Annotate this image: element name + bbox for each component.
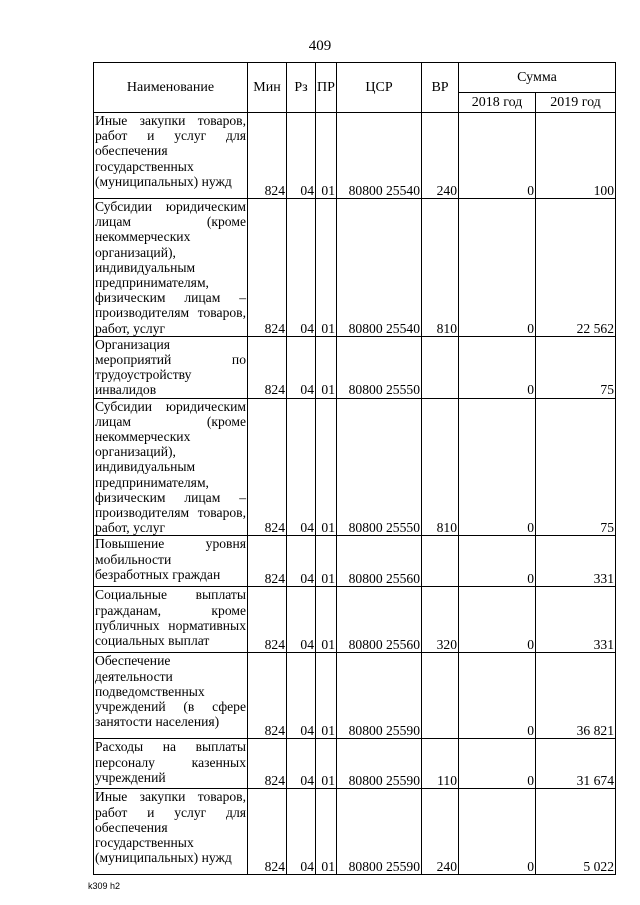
row-name: Субсидии юридическим лицам (кроме некоммерческих организаций), индивидуальным предпринимателям, физическим лицам – производителям товаров, работ, услуг bbox=[95, 398, 246, 536]
row-rz: 04 bbox=[287, 336, 316, 398]
row-2018: 0 bbox=[459, 739, 536, 789]
header-rz: Рз bbox=[287, 63, 316, 113]
row-rz: 04 bbox=[287, 113, 316, 199]
header-2019: 2019 год bbox=[536, 93, 616, 113]
row-min: 824 bbox=[248, 199, 287, 337]
row-pr: 01 bbox=[316, 336, 337, 398]
row-min: 824 bbox=[248, 653, 287, 739]
row-min: 824 bbox=[248, 789, 287, 875]
row-csr: 80800 25550 bbox=[337, 336, 422, 398]
row-rz: 04 bbox=[287, 199, 316, 337]
header-vr: ВР bbox=[422, 63, 459, 113]
row-2019: 75 bbox=[536, 398, 616, 536]
row-pr: 01 bbox=[316, 536, 337, 587]
row-name: Социальные выплаты гражданам, кроме публичных нормативных социальных выплат bbox=[94, 587, 248, 653]
row-name: Организация мероприятий по трудоустройству инвалидов bbox=[95, 336, 246, 398]
row-name: Иные закупки товаров, работ и услуг для обеспечения государственных (муниципальных) нужд bbox=[94, 789, 248, 875]
budget-table bbox=[93, 62, 616, 875]
table-row bbox=[94, 113, 616, 199]
row-2019: 100 bbox=[536, 113, 616, 199]
header-pr: ПР bbox=[316, 63, 337, 113]
header-name: Наименование bbox=[94, 63, 248, 113]
header-min: Мин bbox=[248, 63, 287, 113]
row-2018: 0 bbox=[459, 587, 536, 653]
row-rz: 04 bbox=[287, 536, 316, 587]
row-2019: 31 674 bbox=[536, 739, 616, 789]
row-2018: 0 bbox=[459, 336, 536, 398]
row-vr: 810 bbox=[422, 199, 459, 337]
row-csr: 80800 25540 bbox=[337, 113, 422, 199]
row-csr: 80800 25540 bbox=[337, 199, 422, 337]
row-pr: 01 bbox=[316, 789, 337, 875]
row-csr: 80800 25590 bbox=[337, 789, 422, 875]
row-2018: 0 bbox=[459, 536, 536, 587]
table-row bbox=[94, 587, 616, 653]
table-row bbox=[94, 653, 616, 739]
row-2019: 5 022 bbox=[536, 789, 616, 875]
row-pr: 01 bbox=[316, 398, 337, 536]
row-2018: 0 bbox=[459, 789, 536, 875]
row-vr: 240 bbox=[422, 789, 459, 875]
header-2018: 2018 год bbox=[459, 93, 536, 113]
row-2019: 331 bbox=[536, 536, 616, 587]
row-2018: 0 bbox=[459, 113, 536, 199]
row-2018: 0 bbox=[459, 199, 536, 337]
row-name: Иные закупки товаров, работ и услуг для обеспечения государственных (муниципальных) нужд bbox=[94, 113, 248, 199]
row-rz: 04 bbox=[287, 653, 316, 739]
table-row bbox=[94, 739, 616, 789]
table-row bbox=[94, 398, 616, 536]
row-min: 824 bbox=[248, 536, 287, 587]
table-row bbox=[94, 536, 616, 587]
row-rz: 04 bbox=[287, 587, 316, 653]
row-csr: 80800 25590 bbox=[337, 653, 422, 739]
row-vr bbox=[422, 653, 459, 739]
row-2019: 75 bbox=[536, 336, 616, 398]
row-name: Субсидии юридическим лицам (кроме некоммерческих организаций), индивидуальным предпринимателям, физическим лицам – производителям товаров, работ, услуг bbox=[95, 199, 246, 336]
row-vr bbox=[422, 536, 459, 587]
row-csr: 80800 25560 bbox=[337, 587, 422, 653]
row-name: Повышение уровня мобильности безработных граждан bbox=[94, 536, 248, 587]
header-sum: Сумма bbox=[459, 63, 616, 93]
row-vr: 240 bbox=[422, 113, 459, 199]
page-number: 409 bbox=[308, 38, 332, 54]
row-name: Расходы на выплаты персоналу казенных учреждений bbox=[94, 739, 248, 789]
row-csr: 80800 25560 bbox=[337, 536, 422, 587]
row-min: 824 bbox=[248, 113, 287, 199]
table-row bbox=[94, 199, 616, 337]
row-rz: 04 bbox=[287, 789, 316, 875]
table-row bbox=[94, 789, 616, 875]
row-min: 824 bbox=[248, 336, 287, 398]
row-2019: 331 bbox=[536, 587, 616, 653]
row-2019: 22 562 bbox=[536, 199, 616, 337]
header-csr: ЦСР bbox=[337, 63, 422, 113]
row-pr: 01 bbox=[316, 199, 337, 337]
row-vr: 320 bbox=[422, 587, 459, 653]
row-name: Обеспечение деятельности подведомственных учреждений (в сфере занятости населения) bbox=[94, 653, 248, 739]
row-min: 824 bbox=[248, 587, 287, 653]
table-body bbox=[94, 113, 616, 875]
row-rz: 04 bbox=[287, 739, 316, 789]
row-pr: 01 bbox=[316, 739, 337, 789]
row-csr: 80800 25550 bbox=[337, 398, 422, 536]
row-rz: 04 bbox=[287, 398, 316, 536]
row-vr bbox=[422, 336, 459, 398]
row-pr: 01 bbox=[316, 113, 337, 199]
row-vr: 810 bbox=[422, 398, 459, 536]
row-csr: 80800 25590 bbox=[337, 739, 422, 789]
row-2018: 0 bbox=[459, 398, 536, 536]
table-row bbox=[94, 336, 616, 398]
row-min: 824 bbox=[248, 739, 287, 789]
row-pr: 01 bbox=[316, 587, 337, 653]
row-vr: 110 bbox=[422, 739, 459, 789]
row-2018: 0 bbox=[459, 653, 536, 739]
row-pr: 01 bbox=[316, 653, 337, 739]
row-min: 824 bbox=[248, 398, 287, 536]
footer-code: k309 h2 bbox=[88, 881, 121, 891]
row-2019: 36 821 bbox=[536, 653, 616, 739]
